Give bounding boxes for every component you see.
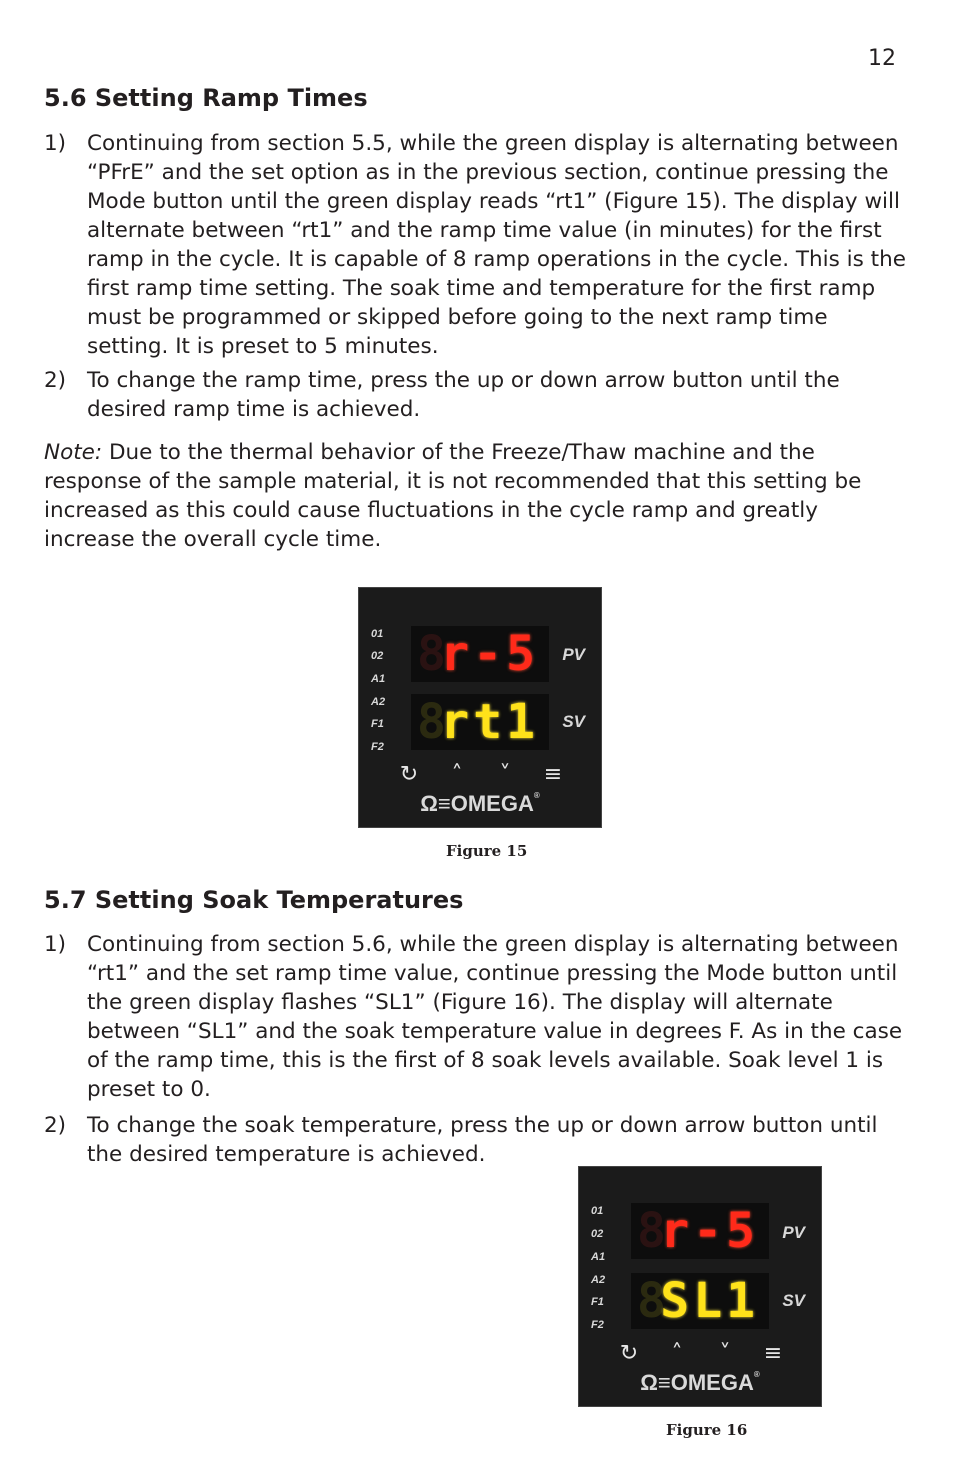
figure-caption: Figure 16 (666, 1421, 748, 1439)
indicator-f1: F1 (591, 1296, 604, 1308)
note-text: Due to the thermal behavior of the Freeze/Thaw machine and the response of the sample material, it is not recommended that this setting be increased as this could cause fluctuations in the cycle ramp and greatly increase the overall cycle time. (44, 440, 862, 552)
section-heading-ramp-times: 5.6 Setting Ramp Times (44, 84, 368, 112)
indicator-01: 01 (371, 628, 384, 640)
indicator-02: 02 (591, 1228, 604, 1240)
sv-display (411, 694, 549, 750)
controller-panel-figure-15 (358, 587, 602, 828)
sv-value: rt1 (440, 694, 539, 750)
registered-mark: ® (533, 791, 540, 800)
figure-caption: Figure 15 (446, 842, 528, 860)
controller-panel-figure-16 (578, 1166, 822, 1407)
list-number: 1) (44, 932, 67, 957)
pv-ghost-digit: 8 (417, 626, 450, 682)
pv-value: r-5 (440, 626, 539, 682)
list-text: To change the ramp time, press the up or down arrow button until the desired ramp time is achieved. (87, 368, 840, 422)
note-label: Note: (44, 440, 103, 465)
list-item (44, 930, 914, 1104)
list-text: Continuing from section 5.5, while the green display is alternating between “PFrE” and the set option as in the previous section, continue pressing the Mode button until the green display reads “rt1” (Figure 15). The display will alternate between “rt1” and the ramp time value (in minutes) for the first ramp in the cycle. It is capable of 8 ramp operations in the cycle. This is the first ramp time setting. The soak time and temperature for the first ramp must be programmed or skipped before going to the next ramp time setting. It is preset to 5 minutes. (87, 131, 906, 359)
pv-label: PV (562, 645, 585, 664)
indicator-f2: F2 (371, 741, 384, 753)
pv-display (411, 626, 549, 682)
menu-icon[interactable]: ≡ (543, 762, 563, 787)
list-text: Continuing from section 5.6, while the green display is alternating between “rt1” and the set ramp time value, continue pressing the Mode button until the green display flashes “SL1” (Figure 16). The display will alternate between “SL1” and the soak temperature value in degrees F. As in the case of the ramp time, this is the first of 8 soak levels available. Soak level 1 is preset to 0. (87, 932, 903, 1102)
sv-label: SV (782, 1291, 805, 1310)
sv-ghost-digit: 8 (417, 694, 450, 750)
list-item (44, 1111, 884, 1169)
note-paragraph (44, 438, 914, 554)
sv-label: SV (562, 712, 585, 731)
pv-label: PV (782, 1223, 805, 1242)
indicator-a2: A2 (371, 696, 386, 708)
omega-logo: Ω≡OMEGA® (420, 791, 540, 816)
list-item (44, 129, 914, 361)
sv-value: SL1 (660, 1273, 759, 1329)
indicator-a2: A2 (591, 1274, 606, 1286)
pv-value: r-5 (660, 1203, 759, 1259)
pv-ghost-digit: 8 (637, 1203, 670, 1259)
sv-display (631, 1273, 769, 1329)
down-icon[interactable]: ˅ (499, 762, 511, 787)
page-number: 12 (868, 46, 896, 71)
list-number: 2) (44, 368, 67, 393)
section-heading-soak-temperatures: 5.7 Setting Soak Temperatures (44, 886, 464, 914)
list-text: To change the soak temperature, press the up or down arrow button until the desired temperature is achieved. (87, 1113, 878, 1167)
list-item (44, 366, 914, 424)
omega-logo: Ω≡OMEGA® (640, 1370, 760, 1395)
mode-icon[interactable]: ↻ (619, 1341, 639, 1366)
pv-display (631, 1203, 769, 1259)
brand-name: OMEGA (670, 1370, 754, 1395)
list-number: 2) (44, 1113, 67, 1138)
indicator-f2: F2 (591, 1319, 604, 1331)
indicator-01: 01 (591, 1205, 604, 1217)
indicator-a1: A1 (591, 1251, 606, 1263)
mode-icon[interactable]: ↻ (399, 762, 419, 787)
sv-ghost-digit: 8 (637, 1273, 670, 1329)
brand-name: OMEGA (450, 791, 534, 816)
down-icon[interactable]: ˅ (719, 1341, 731, 1366)
menu-icon[interactable]: ≡ (763, 1341, 783, 1366)
up-icon[interactable]: ˄ (451, 762, 463, 787)
registered-mark: ® (753, 1370, 760, 1379)
indicator-02: 02 (371, 650, 384, 662)
up-icon[interactable]: ˄ (671, 1341, 683, 1366)
list-number: 1) (44, 131, 67, 156)
indicator-f1: F1 (371, 718, 384, 730)
indicator-a1: A1 (371, 673, 386, 685)
